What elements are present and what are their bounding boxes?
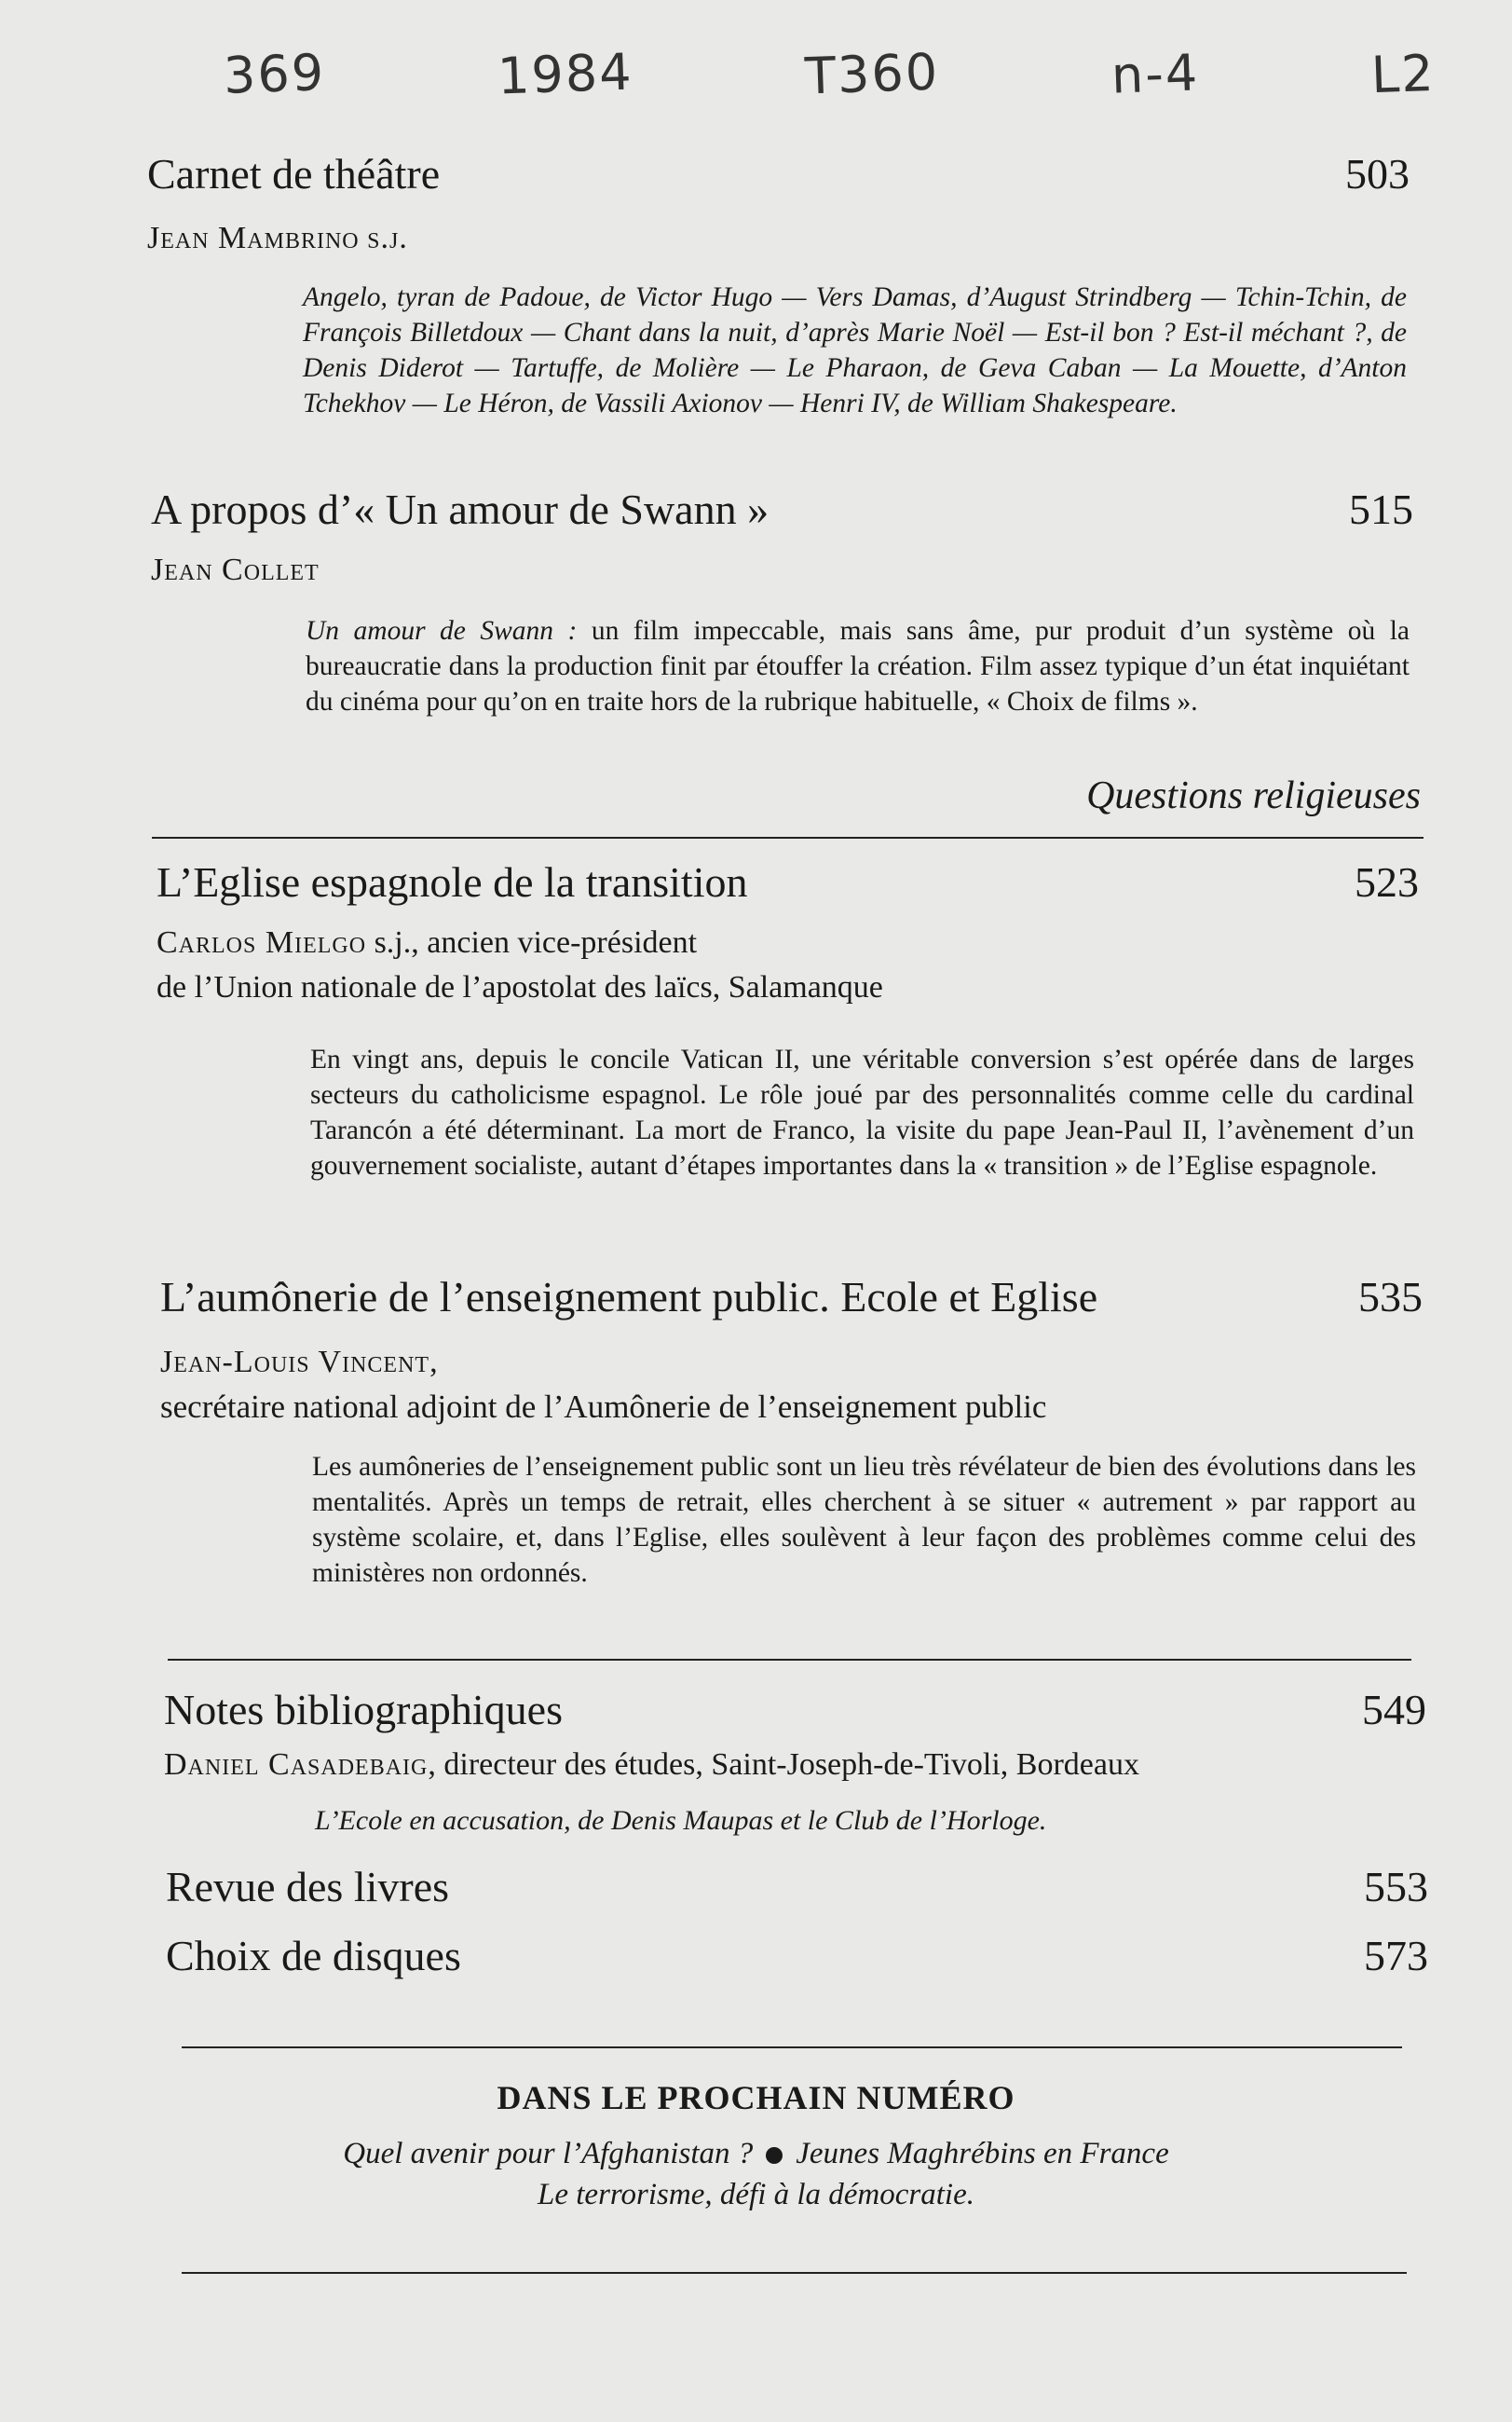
entry-page-number: 523 — [1355, 858, 1419, 906]
entry-author — [164, 1743, 1139, 1787]
handwritten-volume: T360 — [803, 42, 941, 106]
toc-entry-title-row — [160, 1272, 1423, 1321]
entry-author — [160, 1340, 1046, 1430]
entry-page-number: 503 — [1345, 150, 1410, 198]
handwritten-mark: L2 — [1369, 43, 1437, 105]
next-issue-line — [0, 2134, 1512, 2173]
author-name: Jean Mambrino — [147, 221, 360, 255]
entry-title[interactable]: L’Eglise espagnole de la transition — [157, 858, 748, 906]
entry-title[interactable]: Carnet de théâtre — [147, 150, 441, 198]
entry-page-number: 515 — [1349, 486, 1413, 533]
entry-page-number: 553 — [1364, 1863, 1428, 1910]
author-affiliation: de l’Union nationale de l’apostolat des laïcs, Salamanque — [157, 970, 883, 1005]
entry-abstract: En vingt ans, depuis le concile Vatican II, une véritable conversion s’est opérée dans de larges secteurs du catholicisme espagnol. Le rôle joué par des personnalités comme celle du cardinal Tarancón a été déterminant. La mort de Franco, la visite du pape Jean-Paul II, l’avènement d’un gouvernement socialiste, autant d’étapes importantes dans la « transition » de l’Eglise espagnole. — [310, 1045, 1414, 1181]
entry-title[interactable]: Revue des livres — [166, 1863, 450, 1910]
next-issue-heading: DANS LE PROCHAIN NUMÉRO — [497, 2079, 1015, 2116]
toc-entry-title-row — [157, 857, 1419, 907]
section-heading: Questions religieuses — [1086, 774, 1421, 817]
entry-title[interactable]: L’aumônerie de l’enseignement public. Ecole et Eglise — [160, 1273, 1098, 1320]
handwritten-issue: n-4 — [1110, 43, 1200, 105]
section-divider — [182, 2046, 1402, 2048]
bullet-icon — [766, 2147, 783, 2164]
entry-abstract: Les aumôneries de l’enseignement public sont un lieu très révélateur de bien des évolutions dans les mentalités. Après un temps de retrait, elles cherchent à se situer « autrement » par rapport au système scolaire, et, dans l’Eglise, elles soulèvent à leur façon des problèmes comme celui des ministères non ordonnés. — [312, 1452, 1416, 1588]
toc-entry-title-row — [166, 1862, 1428, 1911]
entry-title[interactable]: A propos d’« Un amour de Swann » — [151, 486, 770, 533]
section-divider — [182, 2272, 1407, 2274]
toc-entry-title-row — [164, 1685, 1426, 1734]
entry-title[interactable]: Choix de disques — [166, 1932, 461, 1979]
entry-title[interactable]: Notes bibliographiques — [164, 1686, 563, 1733]
entry-page-number: 535 — [1358, 1273, 1423, 1320]
entry-author — [151, 548, 320, 593]
handwritten-number: 369 — [222, 43, 327, 105]
entry-author — [147, 216, 408, 261]
entry-author — [157, 921, 883, 1010]
author-name: Daniel Casadebaig — [164, 1747, 429, 1782]
toc-entry-title-row — [151, 485, 1413, 534]
author-suffix: s.j., ancien vice-président — [374, 925, 698, 960]
section-divider — [152, 837, 1423, 839]
author-suffix: s.j. — [367, 221, 408, 255]
entry-page-number: 549 — [1362, 1686, 1426, 1733]
toc-entry-title-row — [166, 1931, 1428, 1980]
section-divider — [168, 1659, 1411, 1661]
author-name: Jean-Louis Vincent, — [160, 1345, 439, 1379]
handwritten-year: 1984 — [496, 42, 634, 106]
next-issue-topic: Quel avenir pour l’Afghanistan ? — [343, 2137, 754, 2170]
entry-abstract: Angelo, tyran de Padoue, de Victor Hugo — Vers Damas, d’August Strindberg — Tchin-Tchin, de François Billetdoux — Chant dans la nuit, d’après Marie Noël — Est-il bon ? Est-il méchant ?, de Denis Diderot — Tartuffe, de Molière — Le Pharaon, de Geva Caban — La Mouette, d’Anton Tchekhov — Le Héron, de Vassili Axionov — Henri IV, de William Shakespeare. — [303, 282, 1408, 418]
entry-page-number: 573 — [1364, 1932, 1428, 1979]
next-issue-topic: Le terrorisme, défi à la démocratie. — [538, 2178, 974, 2211]
author-affiliation: secrétaire national adjoint de l’Aumônerie de l’enseignement public — [160, 1389, 1047, 1425]
entry-abstract: L’Ecole en accusation, de Denis Maupas et le Club de l’Horloge. — [315, 1805, 1047, 1836]
author-name: Jean Collet — [151, 553, 320, 587]
entry-abstract: Un amour de Swann : un film impeccable, mais sans âme, pur produit d’un système où la bureaucratie dans la production finit par étouffer la création. Film assez typique d’un état inquiétant du cinéma pour qu’on en traite hors de la rubrique habituelle, « Choix de films ». — [306, 616, 1410, 717]
handwritten-annotation — [222, 42, 1437, 106]
toc-entry-title-row — [147, 149, 1410, 198]
next-issue-topic: Jeunes Maghrébins en France — [796, 2137, 1169, 2170]
author-affiliation: , directeur des études, Saint-Joseph-de-Tivoli, Bordeaux — [428, 1747, 1139, 1782]
author-name: Carlos Mielgo — [157, 925, 367, 960]
